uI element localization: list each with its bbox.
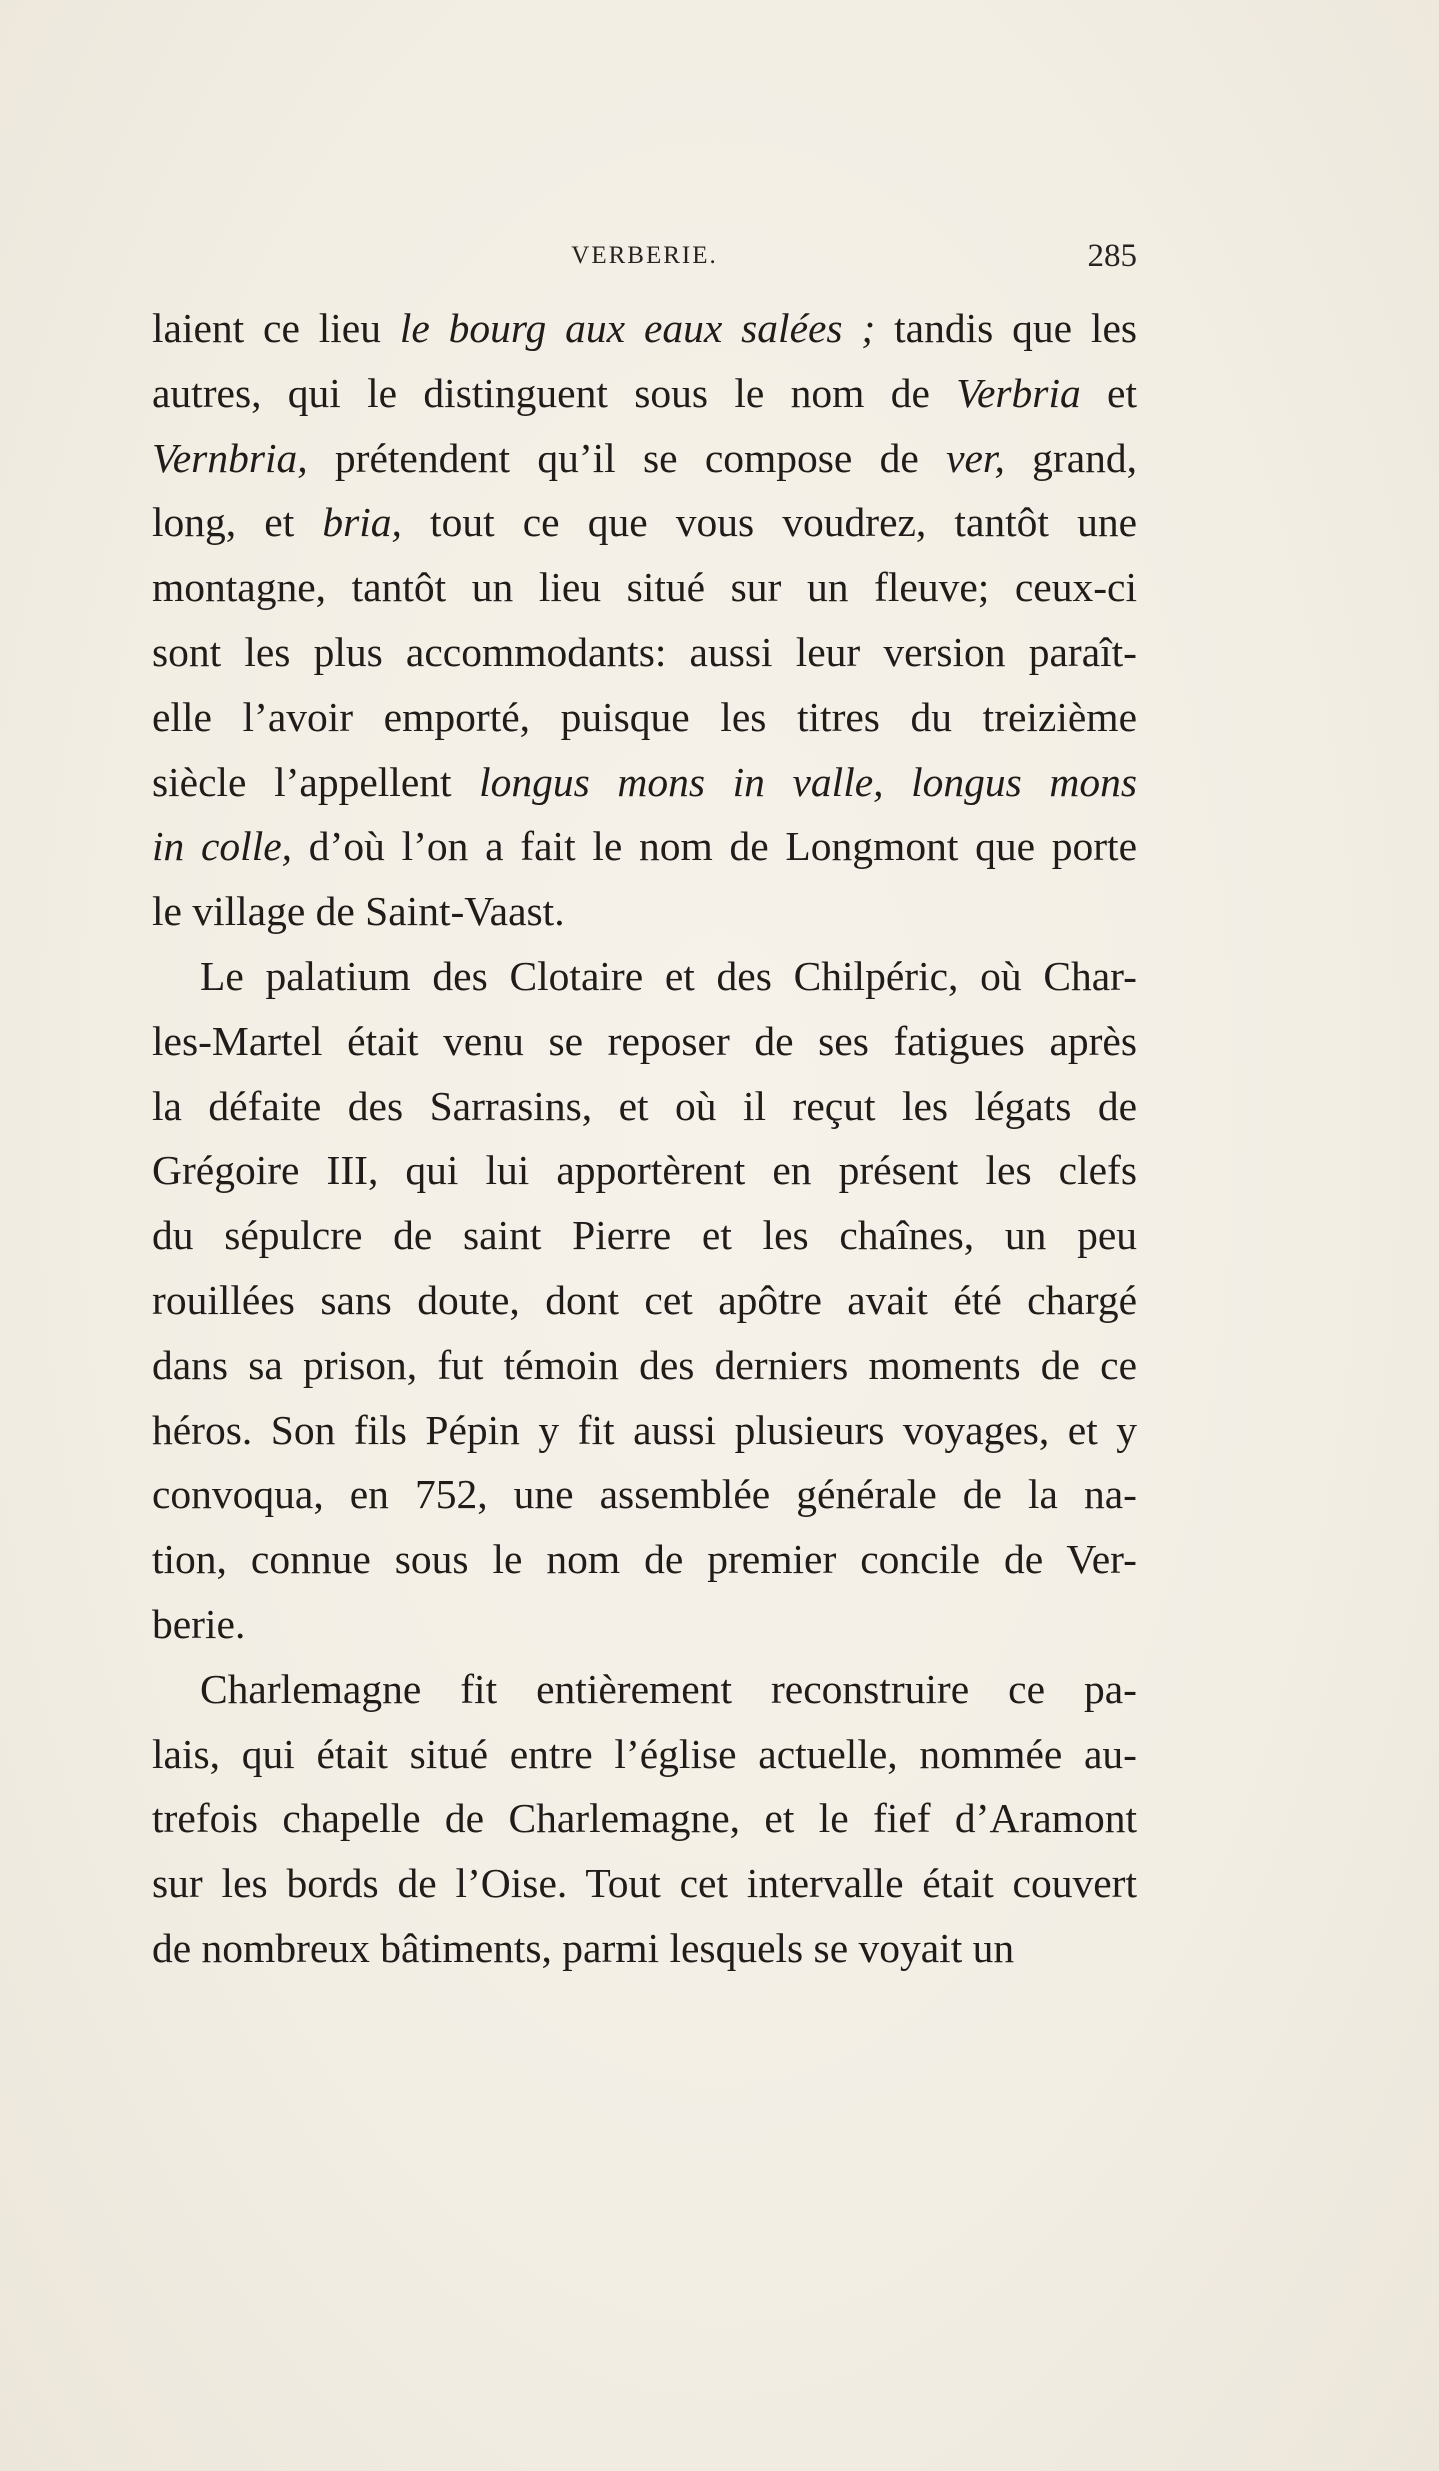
text-line xyxy=(152,1527,1137,1592)
text-segment: dans sa prison, fut témoin des derniers moments de ce xyxy=(152,1341,1137,1388)
text-segment: trefois chapelle de Charlemagne, et le fief d’Aramont xyxy=(152,1795,1137,1842)
text-line xyxy=(152,1851,1137,1916)
text-segment: et xyxy=(1080,369,1137,416)
text-line xyxy=(152,1916,1137,1981)
italic-text: longus mons in valle, longus mons xyxy=(479,758,1138,805)
text-segment: tout ce que vous voudrez, tantôt une xyxy=(401,499,1137,546)
italic-text: Vernbria, xyxy=(152,434,308,481)
text-line xyxy=(152,361,1137,426)
text-segment: d’où l’on a fait le nom de Longmont que porte xyxy=(292,823,1137,870)
text-segment: tandis que les xyxy=(875,305,1138,351)
text-segment: autres, qui le distinguent sous le nom de xyxy=(152,369,957,416)
text-segment: Grégoire III, qui lui apportèrent en présent les clefs xyxy=(152,1147,1137,1194)
text-segment: berie. xyxy=(152,1600,246,1647)
text-line xyxy=(152,1074,1137,1139)
text-line xyxy=(152,1203,1137,1268)
text-line xyxy=(152,750,1137,815)
text-line xyxy=(152,426,1137,491)
text-line xyxy=(152,1722,1137,1787)
text-line xyxy=(152,490,1137,555)
text-segment: elle l’avoir emporté, puisque les titres du treizième xyxy=(152,693,1137,740)
body-text xyxy=(152,296,1137,1981)
italic-text: ver, xyxy=(946,434,1005,481)
text-line xyxy=(152,1138,1137,1203)
text-line xyxy=(152,296,1137,361)
text-segment: prétendent qu’il se compose de xyxy=(307,434,947,481)
text-line xyxy=(152,879,1137,944)
text-line xyxy=(152,620,1137,685)
page-number: 285 xyxy=(1087,238,1137,274)
text-segment: héros. Son fils Pépin y fit aussi plusieurs voyages, et y xyxy=(152,1406,1137,1453)
italic-text: in colle, xyxy=(152,823,293,870)
text-segment: sont les plus accommodants: aussi leur version paraît- xyxy=(152,628,1137,675)
text-segment: la défaite des Sarrasins, et où il reçut les légats de xyxy=(152,1082,1137,1129)
text-segment: de nombreux bâtiments, parmi lesquels se voyait un xyxy=(152,1924,1015,1971)
text-segment: grand, xyxy=(1004,434,1137,481)
text-line xyxy=(152,1592,1137,1657)
text-segment: laient ce lieu xyxy=(152,305,400,351)
text-segment: le village de Saint-Vaast. xyxy=(152,888,565,935)
italic-text: bria, xyxy=(322,499,402,546)
text-segment: les-Martel était venu se reposer de ses fatigues après xyxy=(152,1017,1137,1064)
text-line xyxy=(152,1462,1137,1527)
text-segment: rouillées sans doute, dont cet apôtre avait été chargé xyxy=(152,1276,1137,1323)
text-line xyxy=(152,1398,1137,1463)
text-segment: long, et xyxy=(152,499,323,546)
text-segment: siècle l’appellent xyxy=(152,758,480,805)
text-segment: Le palatium des Clotaire et des Chilpéric, où Char- xyxy=(200,952,1137,999)
text-line xyxy=(152,1786,1137,1851)
text-segment: lais, qui était situé entre l’église actuelle, nommée au- xyxy=(152,1730,1137,1777)
running-title: VERBERIE. xyxy=(571,242,718,269)
text-segment: du sépulcre de saint Pierre et les chaînes, un peu xyxy=(152,1212,1137,1259)
text-segment: Charlemagne fit entièrement reconstruire ce pa- xyxy=(200,1665,1137,1712)
text-line xyxy=(152,944,1137,1009)
running-head xyxy=(152,238,1137,278)
text-line xyxy=(152,685,1137,750)
text-line xyxy=(152,1268,1137,1333)
text-segment: tion, connue sous le nom de premier concile de Ver- xyxy=(152,1536,1137,1583)
text-segment: convoqua, en 752, une assemblée générale de la na- xyxy=(152,1471,1137,1518)
text-line xyxy=(152,555,1137,620)
italic-text: le bourg aux eaux salées ; xyxy=(399,305,876,351)
italic-text: Verbria xyxy=(956,369,1081,416)
text-line xyxy=(152,1333,1137,1398)
text-segment: sur les bords de l’Oise. Tout cet intervalle était couvert xyxy=(152,1860,1137,1907)
text-line xyxy=(152,1657,1137,1722)
text-segment: montagne, tantôt un lieu situé sur un fleuve; ceux-ci xyxy=(152,564,1137,611)
text-line xyxy=(152,814,1137,879)
text-line xyxy=(152,1009,1137,1074)
